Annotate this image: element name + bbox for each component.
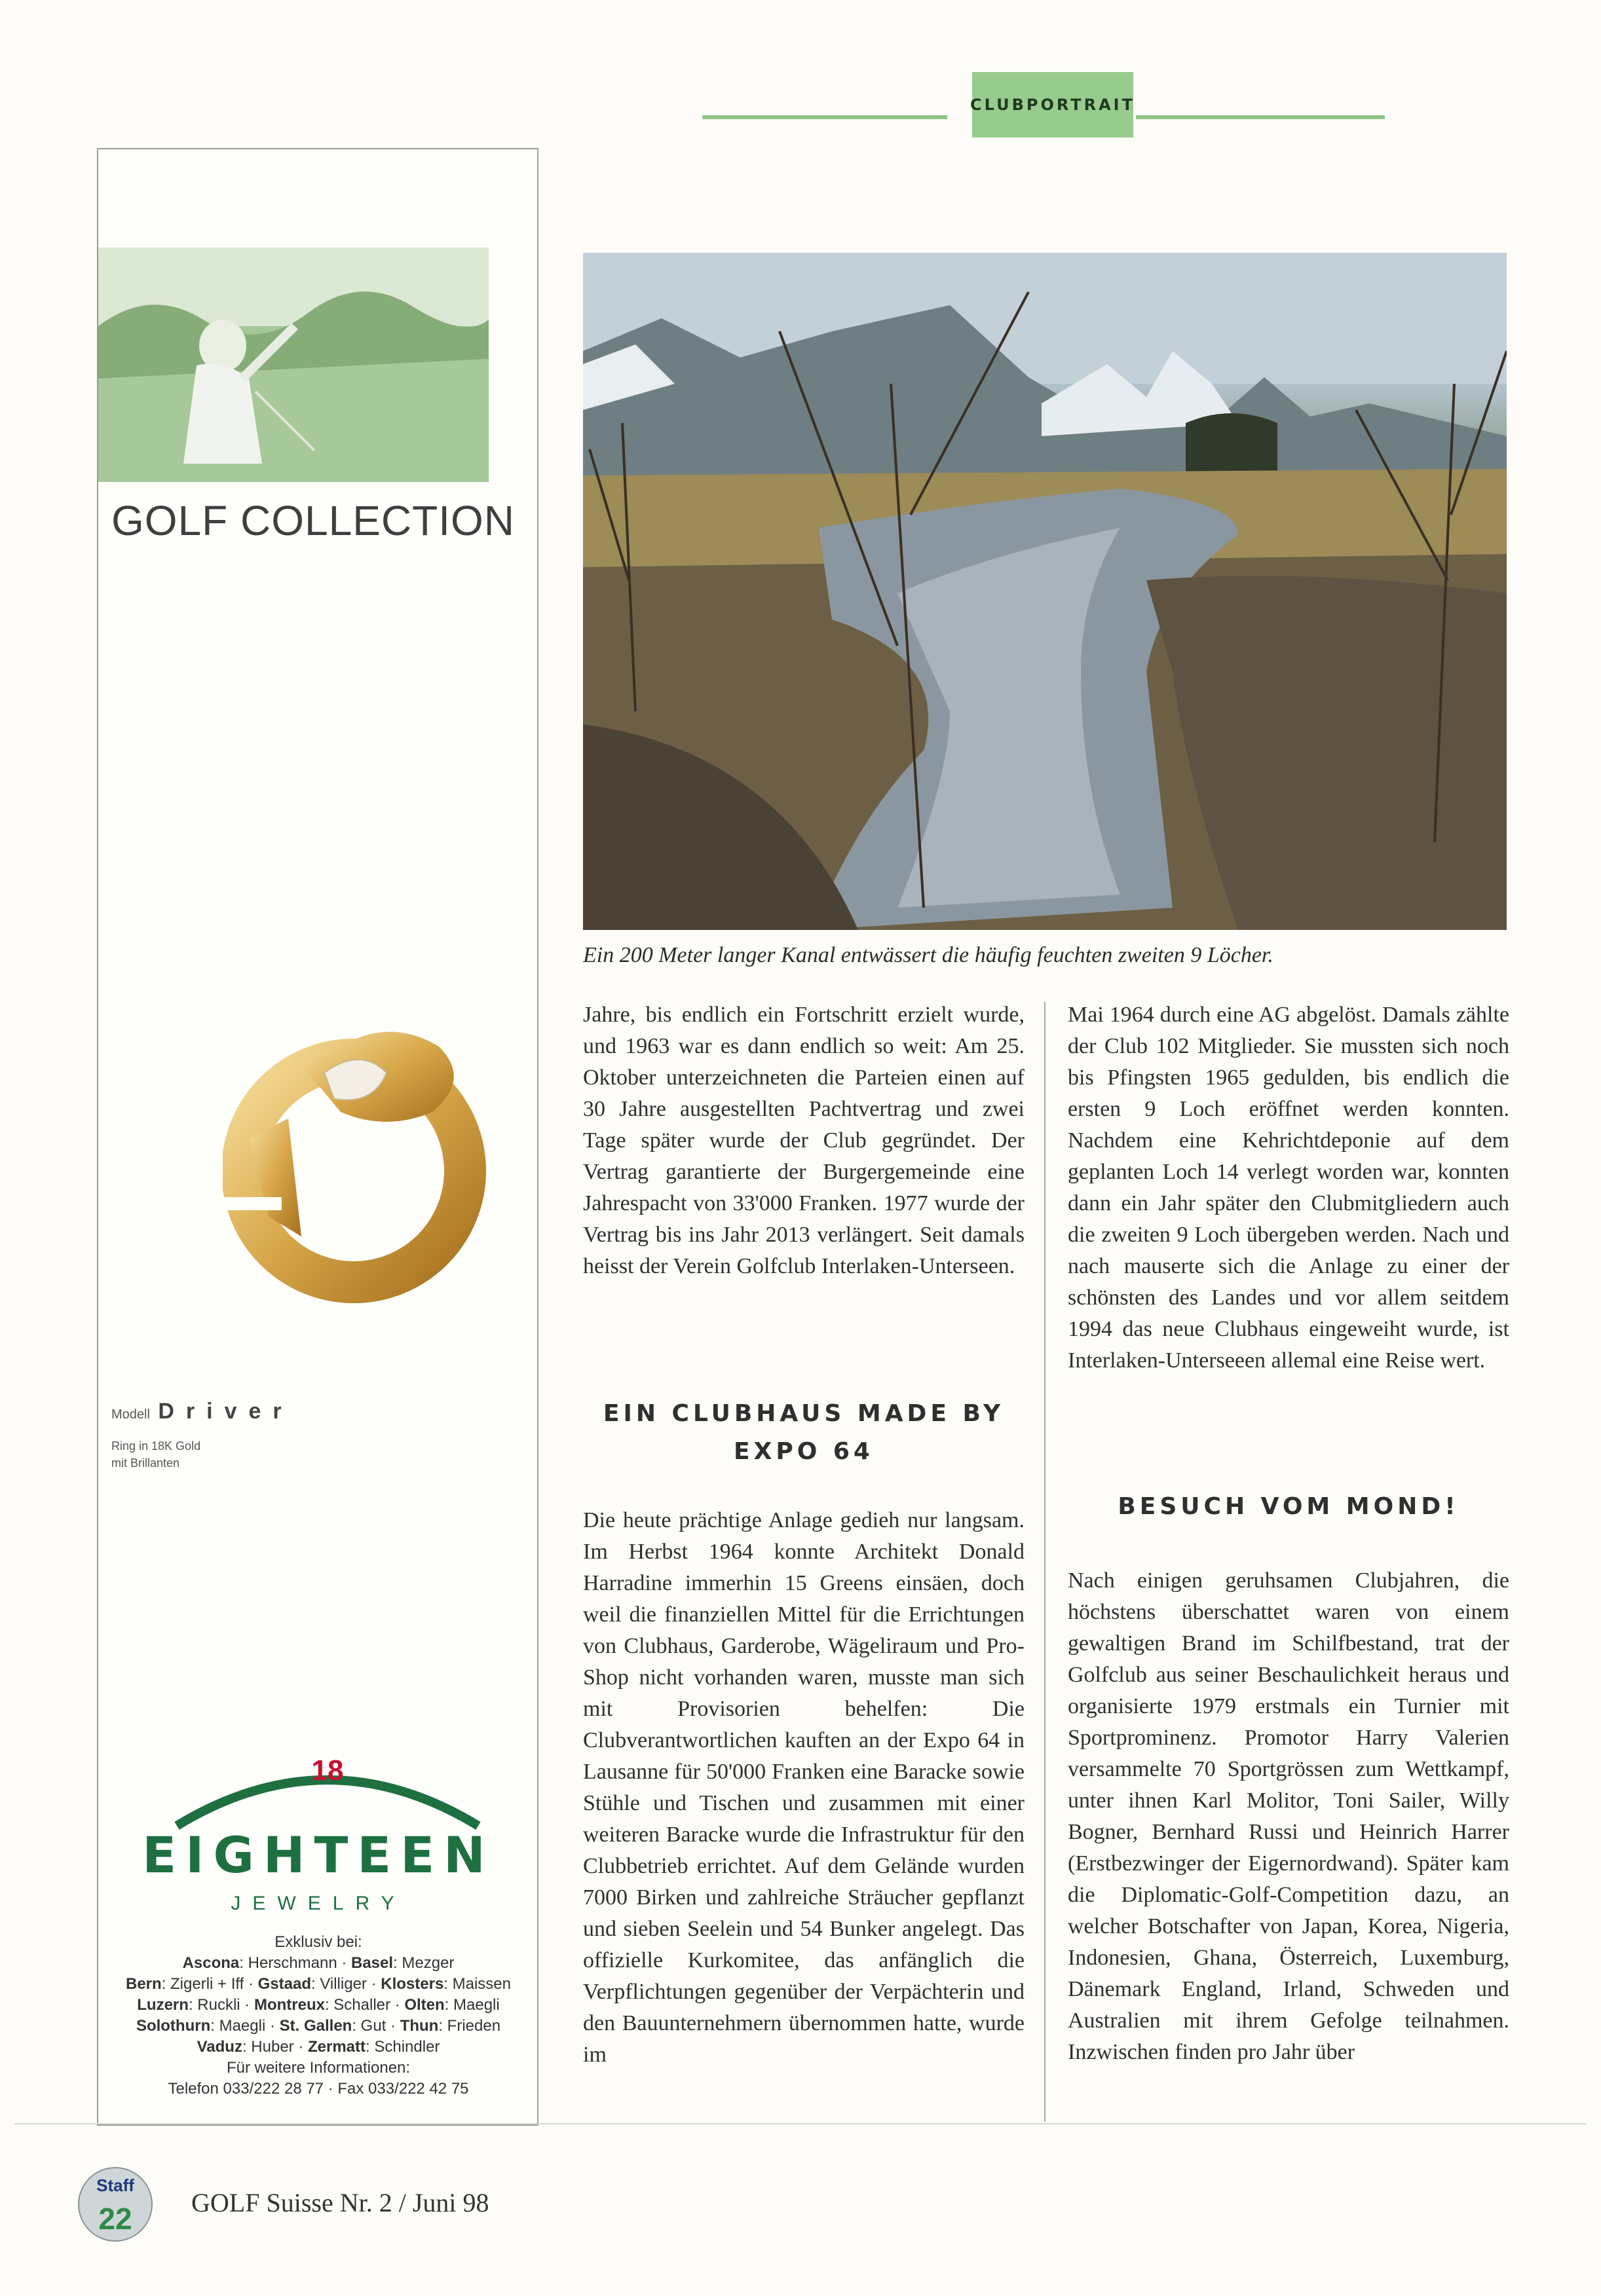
contact-line: Telefon 033/222 28 77 · Fax 033/222 42 75 [168, 2080, 469, 2098]
retailer-town: Zermatt [307, 2038, 366, 2056]
article-column-2-bottom [1068, 1565, 1509, 2068]
retailer-line: Solothurn: Maegli · St. Gallen: Gut · Thun: Frieden [136, 2017, 501, 2035]
gold-ring-image [223, 1001, 498, 1308]
model-info [111, 1399, 293, 1472]
model-name: Driver [158, 1399, 293, 1424]
model-prefix: Modell [111, 1407, 150, 1422]
retailer-town: Thun [400, 2017, 439, 2035]
publication-info: GOLF Suisse Nr. 2 / Juni 98 [191, 2188, 489, 2217]
retailer-shop: : Huber [242, 2038, 294, 2056]
retailer-town: Ascona [182, 1954, 240, 1972]
badge-label: Staff [96, 2176, 134, 2195]
retailer-shop: : Maissen [443, 1975, 511, 1993]
retailer-shop: : Gut [352, 2017, 386, 2035]
ring-description-line2: mit Brillanten [111, 1456, 180, 1470]
retailer-town: Bern [125, 1975, 162, 1993]
retailer-shop: : Maegli [444, 1996, 500, 2014]
retailer-line: Vaduz: Huber · Zermatt: Schindler [197, 2038, 440, 2056]
paragraph: Nach einigen geruhsamen Clubjahren, die höchstens überschattet waren von einem gewaltigen Brand im Schilfbestand, trat der Golfclub aus seiner Beschaulichkeit heraus und organisierte 1979 erstmals ein Turnier mit Sportprominenz. Promotor Harry Valerien versammelte 70 Sportgrössen zum Wettkampf, unter ihnen Karl Molitor, Toni Sailer, Willy Bogner, Bernhard Russi und Heinrich Harrer (Erstbezwinger der Eigernordwand). Später kam die Diplomatic-Golf-Competition dazu, an welcher Botschafter von Japan, Korea, Nigeria, Indonesien, Ghana, Österreich, Luxemburg, Dänemark England, Irland, Schweden und Australien mit ihrem Gefolge teilnahmen. Inzwischen finden pro Jahr über [1068, 1568, 1509, 2064]
retailer-shop: : Mezger [393, 1954, 455, 1972]
heading-line2: EXPO 64 [734, 1438, 874, 1465]
heading-clubhaus [583, 1395, 1025, 1471]
canal-photo [583, 253, 1507, 930]
retailer-shop: : Herschmann [239, 1954, 337, 1972]
retailer-shop: : Villiger [311, 1975, 367, 1993]
retailer-list [98, 1932, 538, 2100]
logo-number: 18 [311, 1754, 344, 1787]
article-column-1-bottom [583, 1505, 1025, 2071]
retailer-town: St. Gallen [279, 2017, 352, 2035]
retailer-shop: : Frieden [438, 2017, 501, 2035]
column-divider [1044, 1002, 1045, 2122]
retailer-town: Klosters [381, 1975, 444, 1993]
retailer-shop: : Schaller [324, 1996, 390, 2014]
heading-line1: EIN CLUBHAUS MADE BY [603, 1400, 1005, 1427]
retailer-shop: : Maegli [210, 2017, 266, 2035]
info-label: Für weitere Informationen: [226, 2059, 411, 2077]
brand-subtitle: JEWELRY [231, 1893, 406, 1914]
article-column-2-top [1068, 999, 1509, 1377]
retailer-shop: : Zigerli + Iff [161, 1975, 244, 1993]
exklusiv-label: Exklusiv bei: [274, 1933, 362, 1951]
retailer-lines [98, 1953, 538, 2058]
retailer-line: Bern: Zigerli + Iff · Gstaad: Villiger · Klosters: Maissen [125, 1975, 511, 1993]
article-column-1-top [583, 999, 1025, 1282]
retailer-town: Montreux [254, 1996, 325, 2014]
golfer-photo [98, 248, 489, 482]
page-number: 22 [98, 2202, 132, 2236]
photo-caption: Ein 200 Meter langer Kanal entwässert die häufig feuchten zweiten 9 Löcher. [583, 943, 1273, 967]
section-label: CLUBPORTRAIT [970, 96, 1135, 114]
ring-description-line1: Ring in 18K Gold [111, 1439, 201, 1453]
retailer-town: Basel [351, 1954, 394, 1972]
paragraph: Jahre, bis endlich ein Fortschritt erzielt wurde, und 1963 war es dann endlich so weit: Am 25. Oktober unterzeichneten die Parteien einen auf 30 Jahre ausgestellten Pachtvertrag und zwei Tage später wurde der Club gegründet. Der Vertrag garantierte der Burgergemeinde eine Jahrespacht von 33'000 Franken. 1977 wurde der Vertrag bis ins Jahr 2013 verlängert. Seit damals heisst der Verein Golfclub Interlaken-Unterseen. [583, 1003, 1025, 1278]
retailer-line: Luzern: Ruckli · Montreux: Schaller · Olten: Maegli [137, 1996, 500, 2014]
section-rule-left [702, 115, 947, 119]
heading-besuch: BESUCH VOM MOND! [1118, 1493, 1460, 1520]
retailer-shop: : Ruckli [188, 1996, 240, 2014]
retailer-town: Luzern [137, 1996, 189, 2014]
retailer-town: Vaduz [197, 2038, 242, 2056]
footer-rule [14, 2123, 1587, 2124]
retailer-shop: : Schindler [366, 2038, 440, 2056]
retailer-line: Ascona: Herschmann · Basel: Mezger [182, 1954, 455, 1972]
paragraph: Die heute prächtige Anlage gedieh nur langsam. Im Herbst 1964 konnte Architekt Donald Harradine immerhin 15 Greens einsäen, doch weil die finanziellen Mittel für die Errichtungen von Clubhaus, Garderobe, Wägeliraum und Pro-Shop nicht vorhanden waren, musste man sich mit Provisorien behelfen: Die Clubverantwortlichen kauften an der Expo 64 in Lausanne für 50'000 Franken eine Baracke sowie Stühle und Tischen und zusammen mit einer weiteren Baracke wurde die Infrastruktur für den Clubbetrieb errichtet. Auf dem Gelände wurden 7000 Birken und zahlreiche Sträucher gepflanzt und sieben Seelein und 54 Bunker angelegt. Das offizielle Kurkomitee, das anfänglich die Verpflichtungen gegenüber der Verpächterin und den Bauunternehmern übernommen hatte, wurde im [583, 1508, 1025, 2067]
ad-title: GOLF COLLECTION [111, 497, 515, 544]
retailer-town: Gstaad [257, 1975, 311, 1993]
jewelry-advertisement [97, 148, 538, 2126]
section-rule-right [1136, 115, 1385, 119]
page-number-badge [77, 2166, 153, 2242]
retailer-town: Solothurn [136, 2017, 211, 2035]
retailer-town: Olten [404, 1996, 445, 2014]
paragraph: Mai 1964 durch eine AG abgelöst. Damals zählte der Club 102 Mitglieder. Sie mussten sich noch bis Pfingsten 1965 gedulden, bis endlich die ersten 9 Loch eröffnet werden konnten. Nachdem eine Kehrichtdeponie auf dem geplanten Loch 14 verlegt worden war, konnten dann ein Jahr später den Clubmitgliedern auch die zweiten 9 Loch übergeben werden. Nach und nach mauserte sich die Anlage zu einer der schönsten des Landes und vor allem seitdem 1994 das neue Clubhaus eingeweiht wurde, ist Interlaken-Unterseeen allemal eine Reise wert. [1068, 1003, 1509, 1373]
brand-name: EIGHTEEN [142, 1826, 495, 1884]
section-tag [972, 72, 1133, 138]
